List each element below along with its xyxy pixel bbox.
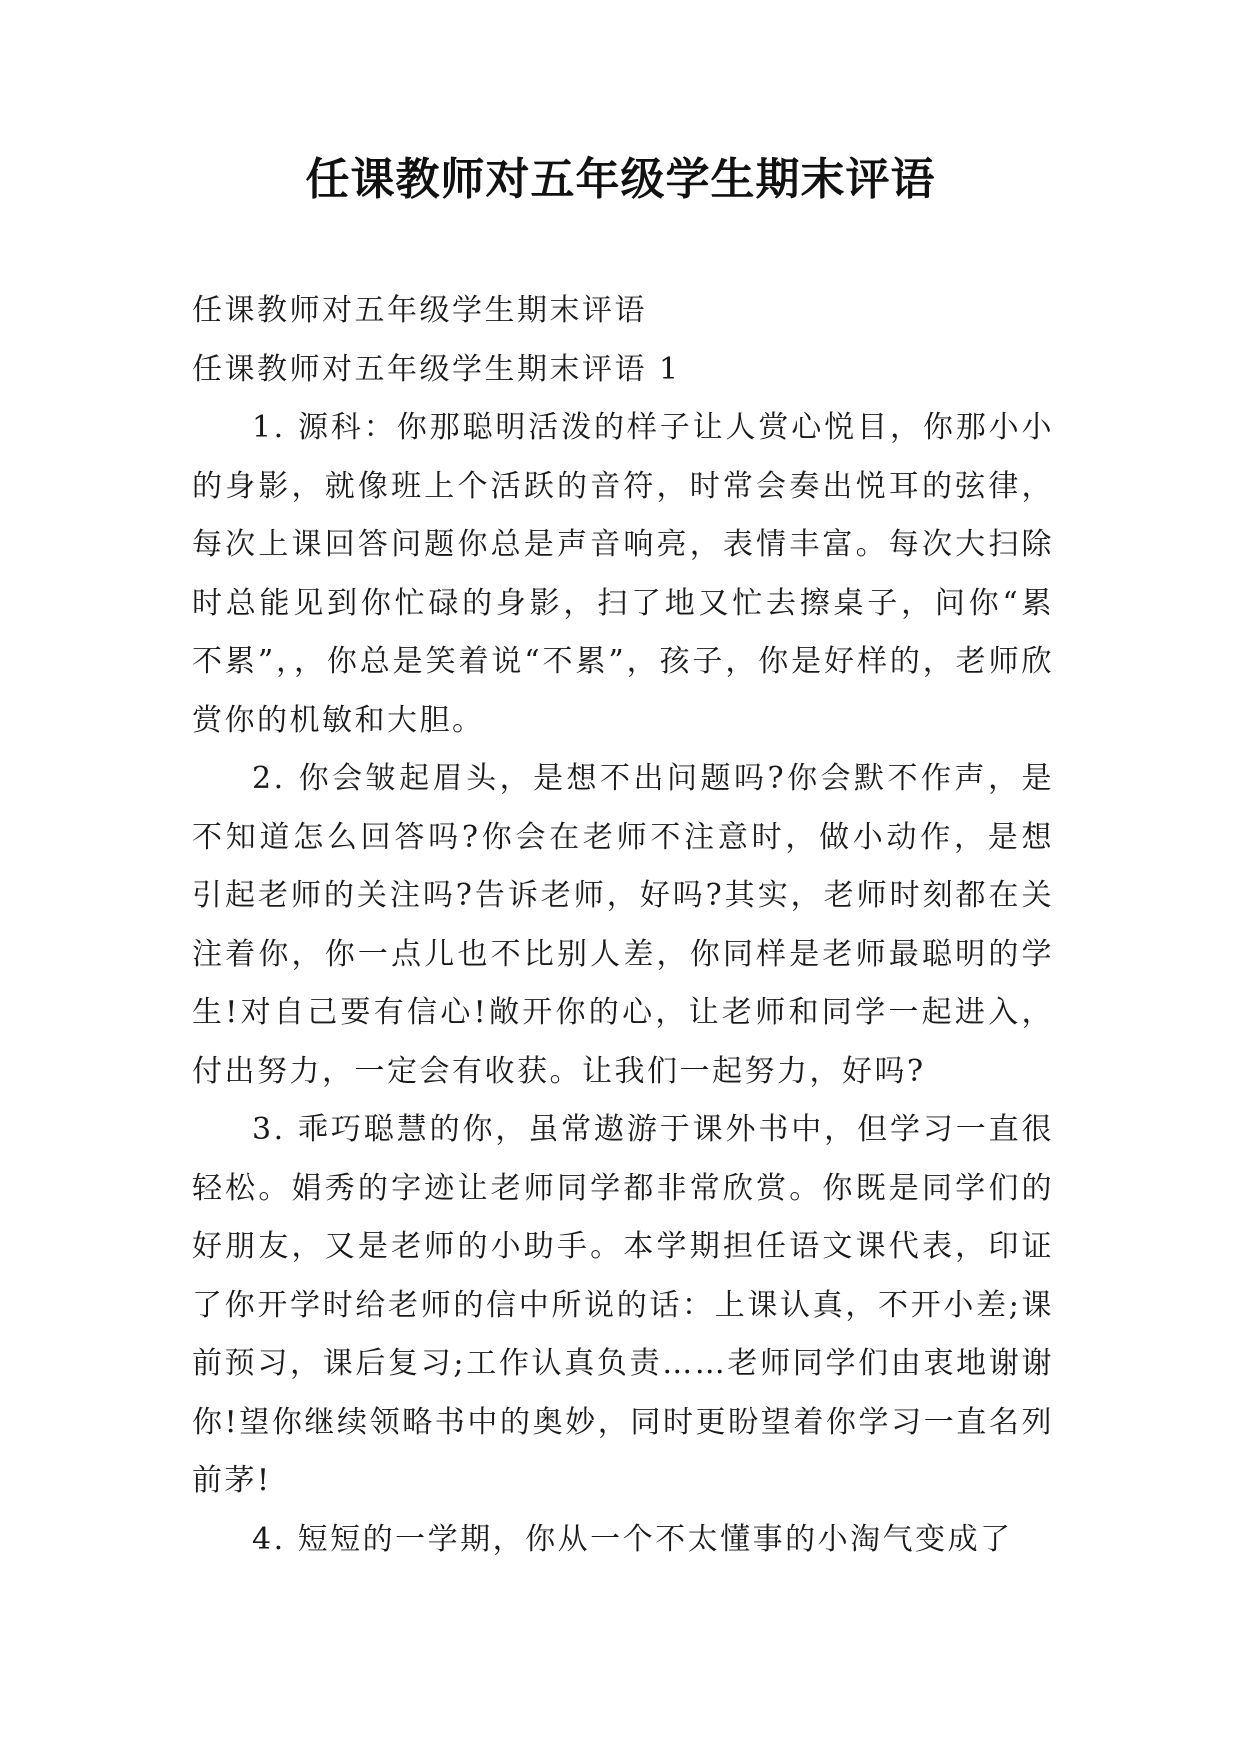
document-section-heading: 任课教师对五年级学生期末评语 1 — [192, 351, 681, 387]
document-subtitle: 任课教师对五年级学生期末评语 — [192, 293, 647, 328]
comment-paragraph-4: 4. 短短的一学期，你从一个不太懂事的小淘气变成了 — [252, 1521, 1013, 1557]
comment-paragraph-1: 1. 源科：你那聪明活泼的样子让人赏心悦目，你那小小的身影，就像班上个活跃的音符，时常会奏出悦耳的弦律，每次上课回答问题你总是声音响亮，表情丰富。每次大扫除时总能见到你忙碌的身影，扫了地又忙去擦桌子，问你“累不累”，，你总是笑着说“不累”，孩子，你是好样的，老师欣赏你的机敏和大胆。 — [192, 410, 1054, 738]
comment-paragraph-2: 2. 你会皱起眉头，是想不出问题吗?你会默不作声，是不知道怎么回答吗?你会在老师不注意时，做小动作，是想引起老师的关注吗?告诉老师，好吗?其实，老师时刻都在关注着你，你一点儿也不比别人差，你同样是老师最聪明的学生!对自己要有信心!敞开你的心，让老师和同学一起进入，付出努力，一定会有收获。让我们一起努力，好吗? — [192, 761, 1054, 1089]
comment-paragraph-3: 3. 乖巧聪慧的你，虽常遨游于课外书中，但学习一直很轻松。娟秀的字迹让老师同学都非常欣赏。你既是同学们的好朋友，又是老师的小助手。本学期担任语文课代表，印证了你开学时给老师的信中所说的话：上课认真，不开小差;课前预习，课后复习;工作认真负责……老师同学们由衷地谢谢你!望你继续领略书中的奥妙，同时更盼望着你学习一直名列前茅! — [192, 1112, 1054, 1498]
document-title: 任课教师对五年级学生期末评语 — [305, 154, 936, 205]
document-body — [192, 282, 1054, 1569]
